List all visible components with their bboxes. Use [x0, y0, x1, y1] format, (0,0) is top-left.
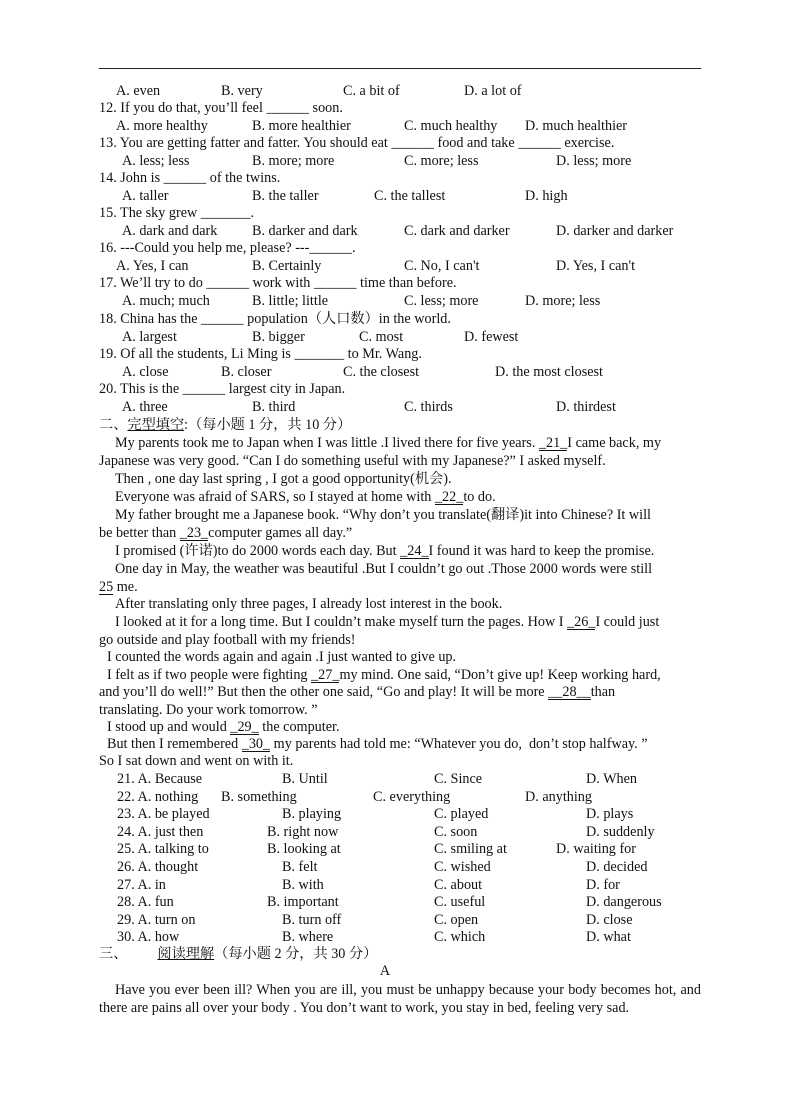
q12-stem: 12. If you do that, you’ll feel ______ soon.	[99, 100, 343, 116]
cloze-line	[115, 435, 661, 452]
cloze-option-21-c: C. Since	[434, 771, 483, 787]
cloze-option-25-c: C. smiling at	[434, 841, 507, 858]
q15-option-a: A. dark and dark	[122, 223, 218, 239]
section-2-heading	[99, 417, 351, 434]
cloze-line	[107, 667, 661, 684]
q16-option-b: B. Certainly	[252, 258, 322, 274]
q18-option-a: A. largest	[122, 329, 177, 345]
cloze-line: My father brought me a Japanese book. “Why don’t you translate(翻译)it into Chinese? It will	[115, 507, 651, 523]
cloze-text: I came back, my	[567, 435, 662, 451]
q16-option-a: A. Yes, I can	[116, 258, 189, 274]
cloze-option-22-c: C. everything	[373, 788, 451, 805]
q11-option-b: B. very	[221, 83, 263, 99]
q20-option-a: A. three	[122, 399, 168, 415]
cloze-option-25-b: B. looking at	[267, 841, 341, 858]
q19-stem: 19. Of all the students, Li Ming is _______ to Mr. Wang.	[99, 346, 422, 362]
cloze-option-21-d: D. When	[586, 771, 637, 787]
cloze-option-27-d: D. for	[586, 876, 620, 893]
blank-27: _27_	[311, 667, 340, 683]
q18-option-c: C. most	[359, 329, 404, 345]
cloze-text: and you’ll do well!” But then the other one said, “Go and play! It will be more	[99, 684, 549, 700]
q20-option-c: C. thirds	[404, 399, 453, 415]
cloze-line: Japanese was very good. “Can I do something useful with my Japanese?” I asked myself.	[99, 453, 606, 469]
q13-option-b: B. more; more	[252, 153, 335, 169]
cloze-text: me.	[113, 579, 138, 595]
cloze-option-29-b: B. turn off	[282, 911, 342, 928]
cloze-text: to do.	[463, 489, 496, 505]
blank-30: _30_	[241, 736, 271, 752]
q13-option-d: D. less; more	[556, 153, 632, 169]
q15-option-d: D. darker and darker	[556, 223, 674, 239]
cloze-option-27-c: C. about	[434, 876, 483, 893]
cloze-option-27-a: 27. A. in	[117, 876, 166, 893]
q14-option-d: D. high	[525, 188, 568, 204]
reading-passage-a: Have you ever been ill? When you are ill, you must be unhappy because your body becomes hot, and there are pains all over your body . You don’t want to work, you stay in bed, feeling very sad.	[99, 982, 701, 1016]
cloze-option-30-c: C. which	[434, 929, 486, 946]
cloze-option-28-b: B. important	[267, 894, 339, 911]
section-3-heading	[99, 946, 377, 963]
cloze-text: But then I remembered	[107, 736, 242, 752]
q12-option-a: A. more healthy	[116, 118, 208, 134]
cloze-option-30-a: 30. A. how	[117, 929, 180, 946]
cloze-option-21-a: 21. A. Because	[117, 771, 203, 787]
cloze-option-29-a: 29. A. turn on	[117, 911, 196, 928]
cloze-text: I promised (许诺)to do 2000 words each day. But	[115, 543, 401, 559]
cloze-line: One day in May, the weather was beautiful .But I couldn’t go out .Those 2000 words were still	[115, 561, 656, 577]
passage-label: A	[379, 963, 391, 979]
cloze-option-24-a: 24. A. just then	[117, 823, 204, 840]
q13-option-a: A. less; less	[122, 153, 190, 169]
cloze-option-29-d: D. close	[586, 911, 633, 928]
blank-24: _24_	[400, 543, 429, 559]
cloze-option-30-d: D. what	[586, 929, 631, 946]
cloze-option-22-b: B. something	[221, 788, 297, 805]
cloze-option-24-c: C. soon	[434, 823, 478, 840]
cloze-line	[99, 579, 138, 596]
cloze-text: I stood up and would	[107, 719, 231, 735]
q20-stem: 20. This is the ______ largest city in Japan.	[99, 381, 346, 397]
cloze-text: Everyone was afraid of SARS, so I stayed at home with	[115, 489, 435, 505]
cloze-text: be better than	[99, 525, 180, 541]
q18-option-b: B. bigger	[252, 329, 305, 345]
cloze-line: Then , one day last spring , I got a good opportunity(机会).	[115, 471, 452, 487]
cloze-line: go outside and play football with my friends!	[99, 632, 356, 648]
q13-option-c: C. more; less	[404, 153, 479, 169]
cloze-text: computer games all day.”	[208, 525, 353, 541]
blank-21: _21_	[538, 435, 568, 451]
cloze-text: My parents took me to Japan when I was little .I lived there for five years.	[115, 435, 539, 451]
section-3-scoring: （每小题 2 分，共 30 分）	[214, 946, 378, 962]
q19-option-c: C. the closest	[343, 364, 420, 380]
cloze-option-24-d: D. suddenly	[586, 823, 655, 840]
cloze-option-24-b: B. right now	[267, 823, 339, 840]
q15-option-b: B. darker and dark	[252, 223, 358, 239]
blank-25: 25	[99, 579, 114, 595]
q15-option-c: C. dark and darker	[404, 223, 510, 239]
cloze-option-26-a: 26. A. thought	[117, 859, 199, 875]
q18-option-d: D. fewest	[464, 329, 519, 345]
section-2-scoring: :（每小题 1 分，共 10 分）	[184, 417, 352, 433]
q14-stem: 14. John is ______ of the twins.	[99, 170, 281, 186]
blank-23: _23_	[179, 525, 209, 541]
cloze-option-23-d: D. plays	[586, 806, 634, 823]
q11-option-d: D. a lot of	[464, 83, 522, 99]
cloze-text: I felt as if two people were fighting	[107, 667, 312, 683]
q11-option-c: C. a bit of	[343, 83, 400, 99]
cloze-text: than	[590, 684, 616, 700]
section-3-prefix: 三、	[99, 946, 128, 962]
section-3-title: 阅读理解	[157, 946, 215, 962]
cloze-line	[107, 736, 648, 753]
header-rule	[99, 68, 701, 69]
q13-stem: 13. You are getting fatter and fatter. You should eat ______ food and take ______ exercise.	[99, 135, 615, 151]
blank-26: _26_	[567, 614, 596, 630]
cloze-line	[115, 614, 659, 631]
cloze-option-22-a: 22. A. nothing	[117, 788, 199, 805]
q17-stem: 17. We’ll try to do ______ work with ______ time than before.	[99, 275, 457, 291]
q19-option-b: B. closer	[221, 364, 272, 380]
cloze-option-28-c: C. useful	[434, 894, 486, 911]
q17-option-d: D. more; less	[525, 293, 601, 309]
cloze-line: I counted the words again and again .I just wanted to give up.	[107, 649, 457, 665]
blank-29: _29_	[230, 719, 259, 735]
q14-option-b: B. the taller	[252, 188, 319, 204]
q17-option-b: B. little; little	[252, 293, 329, 309]
cloze-line	[99, 684, 615, 701]
cloze-option-28-a: 28. A. fun	[117, 894, 174, 911]
cloze-line: So I sat down and went on with it.	[99, 753, 294, 769]
cloze-option-21-b: B. Until	[282, 771, 328, 787]
cloze-option-29-c: C. open	[434, 911, 479, 928]
cloze-option-30-b: B. where	[282, 929, 334, 946]
cloze-option-26-b: B. felt	[282, 859, 318, 875]
q20-option-d: D. thirdest	[556, 399, 616, 415]
q18-stem: 18. China has the ______ population（人口数）in the world.	[99, 311, 451, 327]
q17-option-c: C. less; more	[404, 293, 479, 309]
q16-option-d: D. Yes, I can't	[556, 258, 636, 274]
q12-option-d: D. much healthier	[525, 118, 628, 134]
cloze-line	[99, 525, 352, 542]
q12-option-b: B. more healthier	[252, 118, 351, 134]
cloze-text: I looked at it for a long time. But I couldn’t make myself turn the pages. How I	[115, 614, 568, 630]
section-2-prefix: 二、	[99, 417, 128, 433]
q14-option-a: A. taller	[122, 188, 169, 204]
cloze-text: my parents had told me: “Whatever you do, don’t stop halfway. ”	[270, 736, 648, 752]
cloze-text: I found it was hard to keep the promise.	[428, 543, 655, 559]
q16-option-c: C. No, I can't	[404, 258, 480, 274]
cloze-line: After translating only three pages, I already lost interest in the book.	[115, 596, 503, 612]
q14-option-c: C. the tallest	[374, 188, 446, 204]
q12-option-c: C. much healthy	[404, 118, 498, 134]
cloze-option-23-c: C. played	[434, 806, 489, 823]
cloze-line: translating. Do your work tomorrow. ”	[99, 702, 318, 718]
q11-option-a: A. even	[116, 83, 161, 99]
cloze-option-28-d: D. dangerous	[586, 894, 662, 911]
cloze-option-22-d: D. anything	[525, 788, 592, 805]
blank-22: _22_	[434, 489, 464, 505]
cloze-text: my mind. One said, “Don’t give up! Keep working hard,	[339, 667, 661, 683]
q19-option-a: A. close	[122, 364, 169, 380]
q17-option-a: A. much; much	[122, 293, 210, 309]
q15-stem: 15. The sky grew _______.	[99, 205, 254, 221]
cloze-line	[115, 543, 654, 560]
cloze-option-25-a: 25. A. talking to	[117, 841, 209, 858]
cloze-text: the computer.	[258, 719, 340, 735]
cloze-option-23-a: 23. A. be played	[117, 806, 210, 823]
blank-28: __28__	[548, 684, 591, 700]
cloze-option-23-b: B. playing	[282, 806, 342, 823]
cloze-text: I could just	[595, 614, 660, 630]
cloze-option-25-d: D. waiting for	[556, 841, 636, 858]
q20-option-b: B. third	[252, 399, 296, 415]
cloze-line	[107, 719, 340, 736]
q16-stem: 16. ---Could you help me, please? ---______.	[99, 240, 356, 256]
cloze-option-26-c: C. wished	[434, 859, 491, 875]
cloze-option-27-b: B. with	[282, 876, 324, 893]
section-2-title: 完型填空	[127, 417, 185, 433]
q19-option-d: D. the most closest	[495, 364, 603, 380]
cloze-option-26-d: D. decided	[586, 859, 648, 875]
cloze-line	[115, 489, 496, 506]
